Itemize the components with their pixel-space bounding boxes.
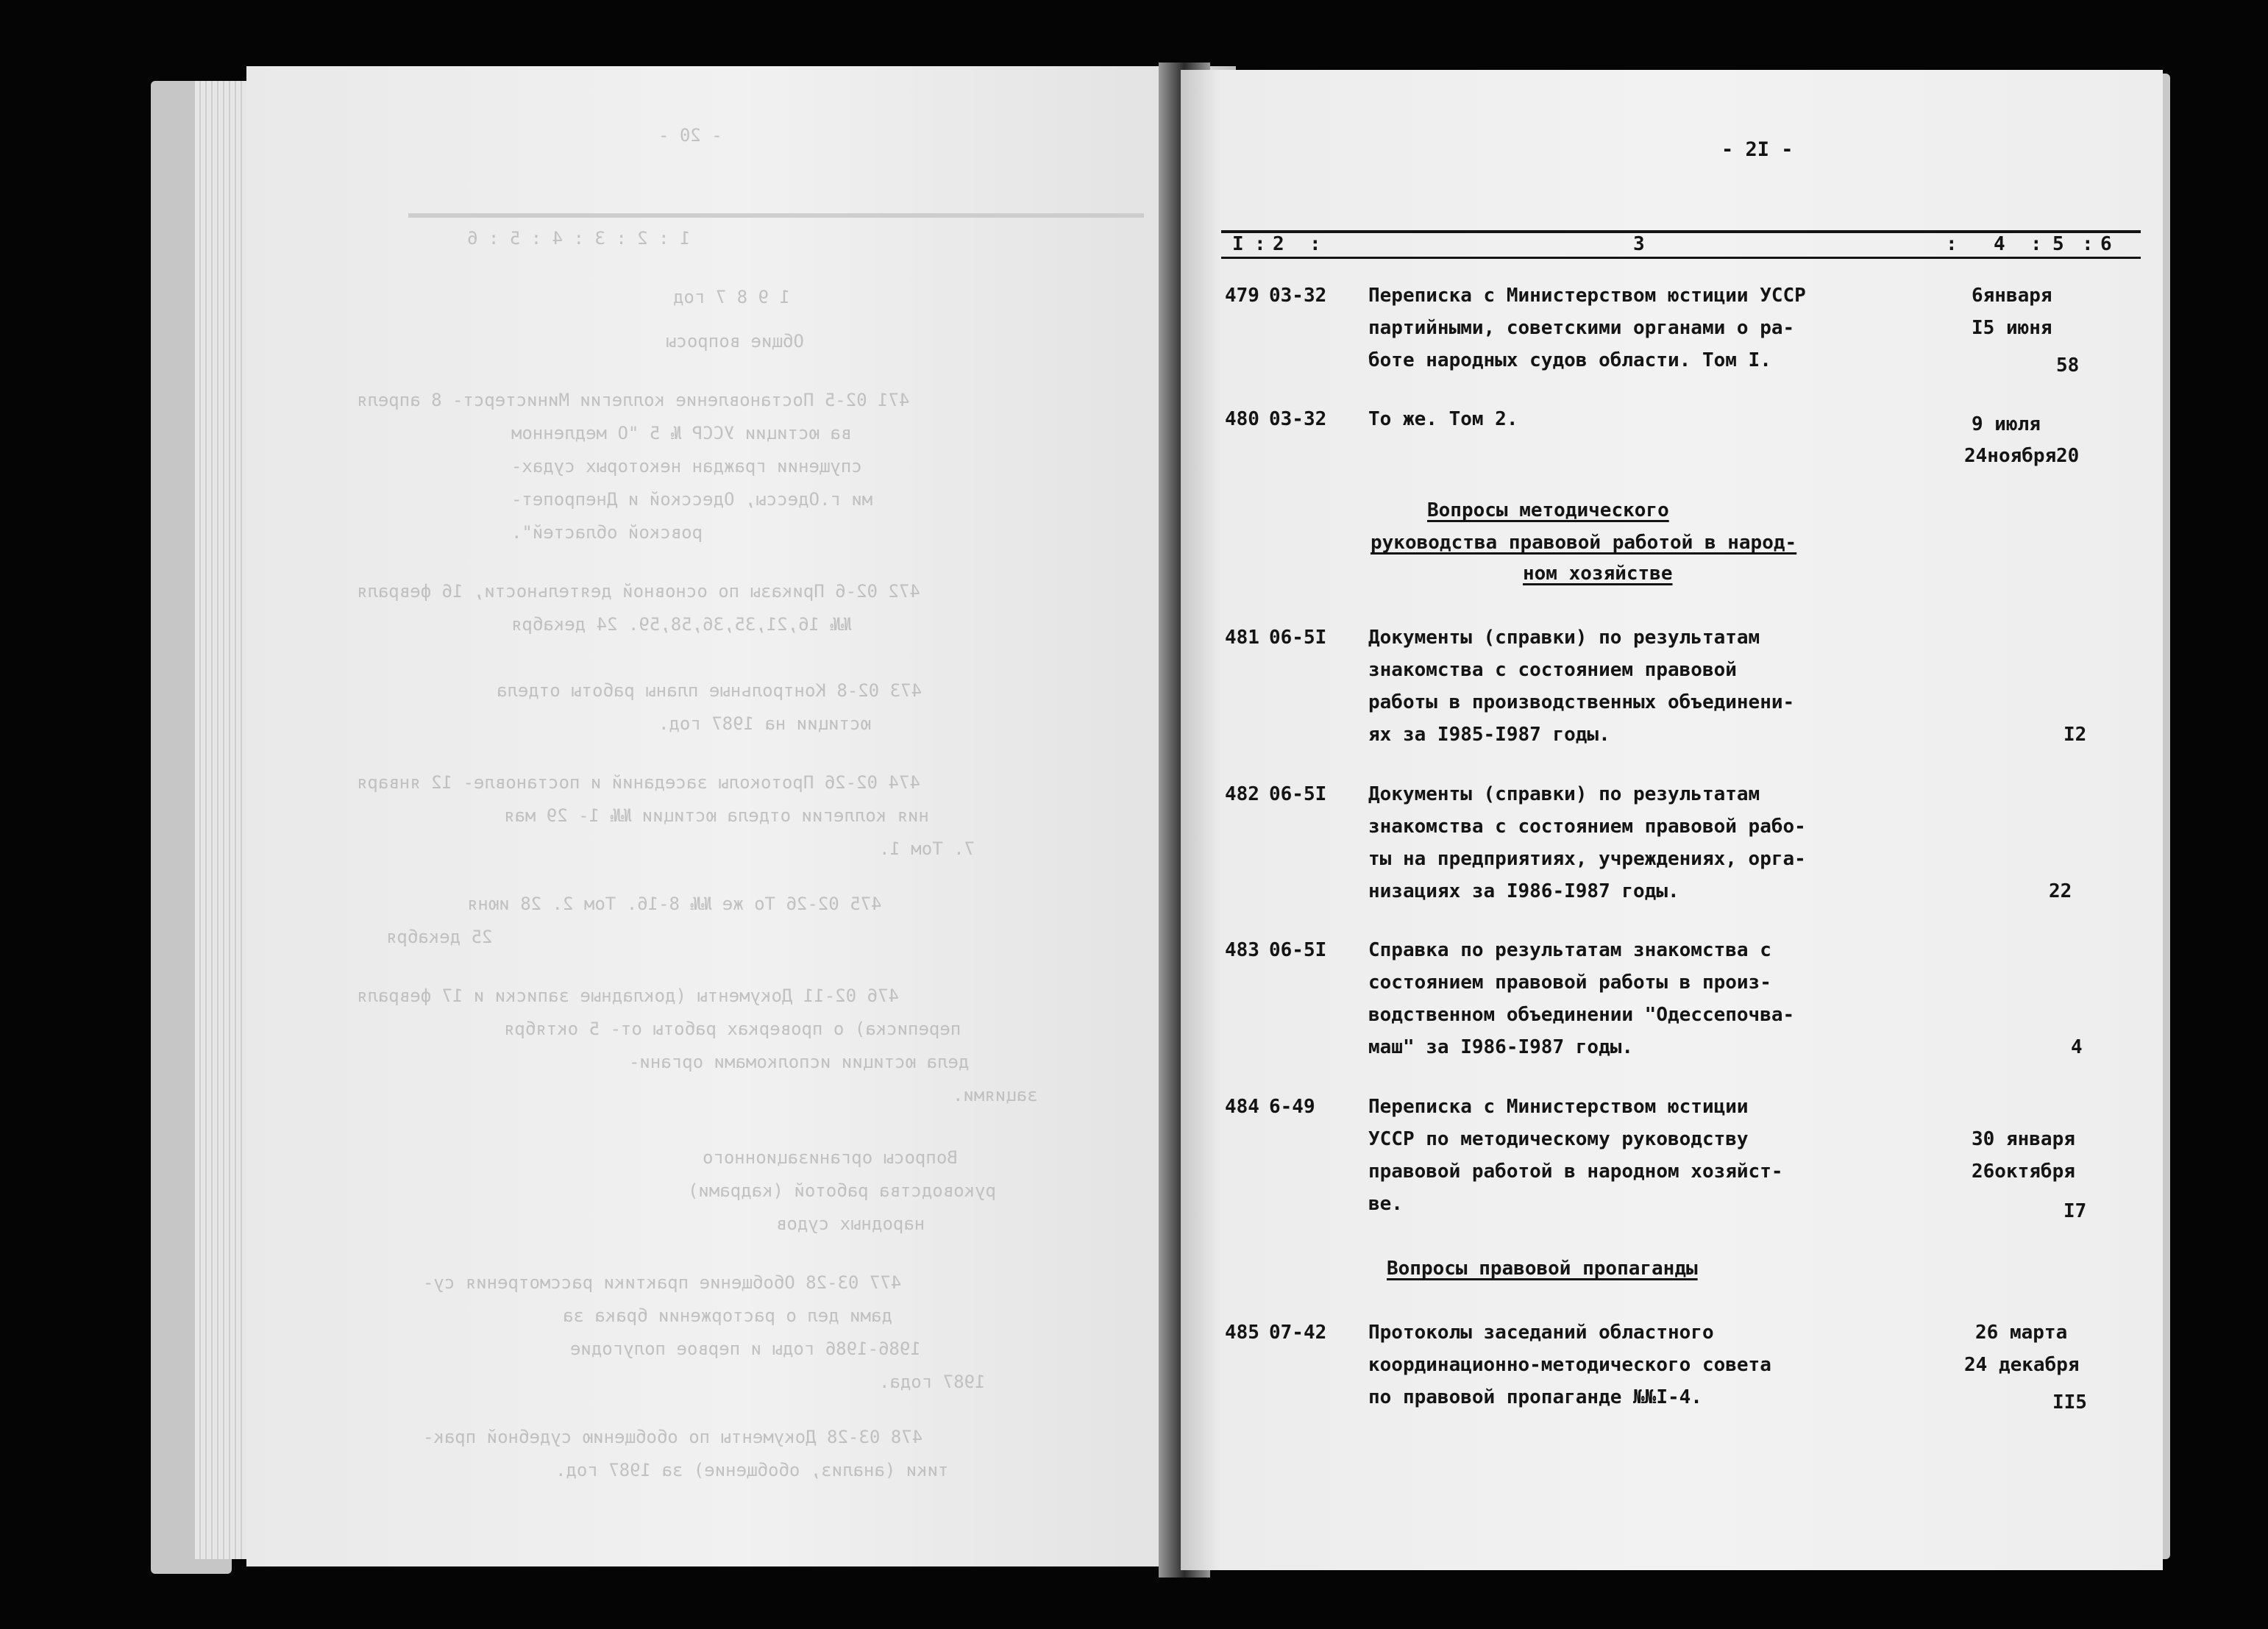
entry-sheets: 58 bbox=[2056, 354, 2080, 377]
left-page-number: - 20 - bbox=[658, 125, 722, 146]
entry-index: 06-5I bbox=[1269, 783, 1327, 805]
entry-title-line: партийными, советскими органами о ра- bbox=[1368, 317, 1795, 339]
entry-index: 06-5I bbox=[1269, 939, 1327, 961]
left-header-rule bbox=[408, 213, 1144, 218]
entry-title-line: координационно-методического совета bbox=[1368, 1354, 1771, 1376]
ghost-line: Вопросы организационного bbox=[703, 1147, 958, 1168]
header-col-6: 6 bbox=[2100, 233, 2112, 255]
entry-no: 481 bbox=[1225, 627, 1259, 649]
entry-title-line: Справка по результатам знакомства с bbox=[1368, 939, 1771, 961]
entry-title-line: УССР по методическому руководству bbox=[1368, 1128, 1749, 1150]
entry-sheets: 20 bbox=[2056, 445, 2080, 467]
ghost-line: ровской областей". bbox=[511, 522, 703, 543]
header-col-1: I bbox=[1232, 233, 1244, 255]
entry-sheets: 22 bbox=[2049, 880, 2072, 902]
ghost-line: 473 02-8 Контрольные планы работы отдела bbox=[497, 680, 922, 701]
entry-index: 6-49 bbox=[1269, 1096, 1315, 1118]
open-book bbox=[151, 51, 2170, 1585]
ghost-line: 474 02-26 Протоколы заседаний и постановле- 12 января bbox=[357, 772, 920, 793]
section-heading-line: Вопросы методического bbox=[1427, 499, 1669, 521]
ghost-line: ва юстиции УССР № 5 "О медленном bbox=[511, 423, 852, 443]
ghost-line: юстиции на 1987 год. bbox=[658, 713, 871, 734]
ghost-line: спущении граждан некоторых судах- bbox=[511, 456, 862, 477]
left-page bbox=[246, 66, 1236, 1566]
entry-title-line: ях за I985-I987 годы. bbox=[1368, 724, 1610, 746]
ghost-line: ми г.Одессы, Одесской и Днепропет- bbox=[511, 489, 873, 510]
entry-title-line: знакомства с состоянием правовой bbox=[1368, 659, 1737, 681]
ghost-line: 476 02-11 Документы (докладные записки и 17 февраля bbox=[357, 985, 899, 1006]
page-number: - 2I - bbox=[1721, 138, 1794, 161]
entry-title-line: водственном объединении "Одессепочва- bbox=[1368, 1004, 1795, 1026]
ghost-line: зациями. bbox=[953, 1085, 1038, 1105]
ghost-line: 7. Том 1. bbox=[879, 838, 975, 859]
entry-sheets: I7 bbox=[2063, 1200, 2087, 1222]
ghost-line: руководства работой (кадрами) bbox=[688, 1180, 997, 1201]
entry-index: 06-5I bbox=[1269, 627, 1327, 649]
entry-title-line: ты на предприятиях, учреждениях, орга- bbox=[1368, 848, 1806, 870]
ghost-line: народных судов bbox=[776, 1213, 925, 1234]
ghost-line: 1 9 8 7 год bbox=[673, 287, 790, 307]
ghost-line: 477 03-28 Обобщение практики рассмотрения су- bbox=[423, 1272, 902, 1293]
entry-date-start: 9 июля bbox=[1972, 413, 2041, 435]
header-col-2: 2 bbox=[1273, 233, 1284, 255]
entry-date-start: 6января bbox=[1972, 285, 2052, 307]
entry-title-line: низациях за I986-I987 годы. bbox=[1368, 880, 1679, 902]
ghost-line: Общие вопросы bbox=[666, 331, 804, 352]
entry-title-line: знакомства с состоянием правовой рабо- bbox=[1368, 816, 1806, 838]
section-heading-line: руководства правовой работой в народ- bbox=[1371, 532, 1797, 554]
entry-sheets: 4 bbox=[2071, 1036, 2083, 1058]
ghost-line: 472 02-6 Приказы по основной деятельности, 16 февраля bbox=[357, 581, 920, 602]
entry-date-end: 24ноября bbox=[1964, 445, 2057, 467]
ghost-line: 475 02-26 То же №№ 8-16. Том 2. 28 июня bbox=[467, 894, 882, 914]
ghost-line: 25 декабря bbox=[386, 927, 493, 947]
entry-no: 482 bbox=[1225, 783, 1259, 805]
left-page-faded-text bbox=[246, 66, 1236, 1566]
header-col-3: 3 bbox=[1633, 233, 1645, 255]
entry-sheets: I2 bbox=[2063, 724, 2087, 746]
entry-title-line: Переписка с Министерством юстиции УССР bbox=[1368, 285, 1806, 307]
ghost-line: 1987 года. bbox=[879, 1372, 986, 1392]
left-header-columns: 1 : 2 : 3 : 4 : 5 : 6 bbox=[467, 228, 691, 249]
entry-index: 03-32 bbox=[1269, 408, 1327, 430]
entry-title-line: ве. bbox=[1368, 1193, 1403, 1215]
entry-date-end: 24 декабря bbox=[1964, 1354, 2080, 1376]
section-heading-line: ном хозяйстве bbox=[1523, 563, 1673, 585]
entry-date-end: 26октября bbox=[1972, 1161, 2075, 1183]
ghost-line: 1986-1986 годы и первое полугодие bbox=[570, 1339, 921, 1359]
entry-index: 03-32 bbox=[1269, 285, 1327, 307]
entry-date-start: 26 марта bbox=[1975, 1322, 2068, 1344]
entry-title-line: Переписка с Министерством юстиции bbox=[1368, 1096, 1749, 1118]
entry-sheets: II5 bbox=[2052, 1391, 2087, 1414]
ghost-line: №№ 16,21,35,36,58,59. 24 декабря bbox=[511, 614, 852, 635]
entry-title-line: маш" за I986-I987 годы. bbox=[1368, 1036, 1634, 1058]
ghost-line: 471 02-5 Постановление коллегии Министерст- 8 апреля bbox=[357, 390, 910, 410]
ghost-line: дела юстиции исполкомами органи- bbox=[629, 1052, 970, 1072]
entry-no: 484 bbox=[1225, 1096, 1259, 1118]
entry-title-line: боте народных судов области. Том I. bbox=[1368, 349, 1771, 371]
ghost-line: 478 03-28 Документы по обобщению судебной прак- bbox=[423, 1427, 923, 1447]
entry-date-end: I5 июня bbox=[1972, 317, 2052, 339]
entry-title-line: состоянием правовой работы в произ- bbox=[1368, 972, 1771, 994]
entry-title-line: по правовой пропаганде №№I-4. bbox=[1368, 1386, 1702, 1408]
ghost-line: дами дел о расторжении брака за bbox=[563, 1305, 892, 1326]
entry-title-line: правовой работой в народном хозяйст- bbox=[1368, 1161, 1783, 1183]
entry-title-line: работы в производственных объединени- bbox=[1368, 691, 1795, 713]
header-rule-bottom bbox=[1221, 257, 2141, 259]
entry-title-line: Документы (справки) по результатам bbox=[1368, 627, 1760, 649]
entry-title-line: Протоколы заседаний областного bbox=[1368, 1322, 1714, 1344]
entry-date-start: 30 января bbox=[1972, 1128, 2075, 1150]
ghost-line: тики (анализ, обобщение) за 1987 год. bbox=[555, 1460, 949, 1480]
entry-no: 483 bbox=[1225, 939, 1259, 961]
entry-no: 485 bbox=[1225, 1322, 1259, 1344]
ghost-line: ния коллегии отдела юстиции №№ 1- 29 мая bbox=[504, 805, 929, 826]
entry-title-line: Документы (справки) по результатам bbox=[1368, 783, 1760, 805]
entry-no: 479 bbox=[1225, 285, 1259, 307]
entry-title-line: То же. Том 2. bbox=[1368, 408, 1518, 430]
header-col-5: 5 bbox=[2052, 233, 2064, 255]
ghost-line: переписка) о проверках работы от- 5 октября bbox=[504, 1019, 961, 1039]
entry-index: 07-42 bbox=[1269, 1322, 1327, 1344]
right-page: - 2I - I : 2 : 3 : 4 : 5 : 6 479 03-32 Переписка с Министерством юстиции УССР партийными, советскими органами о ра- боте народных судов области. Том I. 6января I5 июня 58 480 03-32 То же. Том 2. 9 июля 24ноября 20 Вопросы методического руководства правовой работой в народ- ном хозяйстве 481 06-5I Документы (справки) по результатам знакомства с состоянием правовой работы в производственных объединени- ях за I985-I987 годы. I2 482 06-5I Документы (справки) по результатам знакомства с состоянием правовой рабо- ты на предприятиях, учреждениях, орга- низациях за I986-I987 годы. 22 483 06-5I Справка по результатам знакомства с состоянием правовой работы в произ- водственном объединении "Одессепочва- маш" за I986-I987 годы. 4 484 6-49 Переписка с Министерством юстиции УССР по методическому руководству правовой работой в народном хозяйст- ве. 30 января 26октября I7 Вопросы правовой пропаганды 485 07-42 Протоколы заседаний областного координационно-методического совета по правовой пропаганде №№I-4. 26 марта 24 декабря II5 bbox=[1181, 70, 2163, 1570]
header-col-4: 4 bbox=[1994, 233, 2005, 255]
entry-no: 480 bbox=[1225, 408, 1259, 430]
section-heading: Вопросы правовой пропаганды bbox=[1387, 1258, 1698, 1280]
